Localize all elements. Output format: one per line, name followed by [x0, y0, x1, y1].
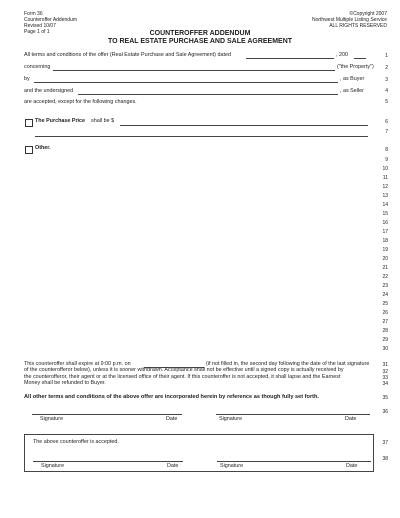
line-number: 13 [382, 193, 388, 199]
changes-intro: are accepted, except for the following changes. [24, 99, 137, 105]
copyright: ©Copyright 2007 [349, 11, 387, 17]
counterofferor-signature-line-1[interactable] [32, 414, 182, 415]
line-number: 18 [382, 238, 388, 244]
purchase-price-line2[interactable] [35, 136, 368, 137]
rights-notice: ALL RIGHTS RESERVED [329, 23, 387, 29]
buyer-suffix: , as Buyer [340, 76, 365, 82]
concerning-label: concerning [24, 64, 51, 70]
line-number: 37 [382, 440, 388, 446]
date-caption: Date [166, 416, 178, 422]
line-number: 5 [385, 99, 388, 105]
seller-name-field[interactable] [78, 94, 338, 95]
line-number: 27 [382, 319, 388, 325]
acceptor-signature-line-2[interactable] [217, 461, 371, 462]
line-number: 14 [382, 202, 388, 208]
line-number: 21 [382, 265, 388, 271]
signature-caption: Signature [40, 416, 64, 422]
line-number: 31 [382, 362, 388, 368]
expiry-text-b: (if not filled in, the second day following the date of the last signature [206, 361, 370, 367]
acceptance-text: The above counteroffer is accepted. [33, 439, 119, 445]
purchase-price-text: shall be $ [91, 118, 115, 124]
expiry-text-line33: the counterofferor, their agent or at the licensed office of their agent. If this counteroffer is not accepted, it shall lapse and the Earnest [24, 374, 341, 380]
line-number: 1 [385, 53, 388, 59]
line-number: 30 [382, 346, 388, 352]
line-number: 26 [382, 310, 388, 316]
line-number: 8 [385, 147, 388, 153]
date-caption: Date [167, 463, 179, 469]
line-number: 36 [382, 409, 388, 415]
line-number: 24 [382, 292, 388, 298]
purchase-price-label: The Purchase Price [35, 118, 86, 124]
other-label: Other. [35, 145, 51, 151]
offer-date-field[interactable] [246, 58, 334, 59]
counterofferor-signature-line-2[interactable] [216, 414, 370, 415]
line-number: 2 [385, 65, 388, 71]
line-number: 32 [382, 369, 388, 375]
line-number: 22 [382, 274, 388, 280]
buyer-by-label: by [24, 76, 30, 82]
document-subtitle: TO REAL ESTATE PURCHASE AND SALE AGREEMENT [107, 38, 293, 45]
line-number: 11 [382, 175, 388, 181]
line-number: 25 [382, 301, 388, 307]
line-number: 3 [385, 77, 388, 83]
date-caption: Date [346, 463, 358, 469]
line-number: 38 [382, 456, 388, 462]
page-indicator: Page 1 of 1 [24, 29, 50, 35]
line-number: 35 [382, 395, 388, 401]
line-number: 33 [382, 375, 388, 381]
line-number: 15 [382, 211, 388, 217]
expiry-text-a: This counteroffer shall expire at 9:00 p.m. on [24, 361, 131, 367]
line-number: 17 [382, 229, 388, 235]
line-number: 4 [385, 88, 388, 94]
seller-suffix: , as Seller [340, 88, 364, 94]
incorporation-statement: All other terms and conditions of the above offer are incorporated herein by reference as though fully set forth. [24, 394, 319, 400]
form-name: Counteroffer Addendum [24, 17, 78, 23]
expiry-text-line34: Money shall be refunded to Buyer. [24, 380, 106, 386]
buyer-name-field[interactable] [34, 82, 338, 83]
other-checkbox[interactable] [25, 146, 33, 154]
purchase-price-field[interactable] [120, 125, 368, 126]
signature-caption: Signature [41, 463, 65, 469]
line-number: 23 [382, 283, 388, 289]
acceptor-signature-line-1[interactable] [33, 461, 183, 462]
line-number: 6 [385, 119, 388, 125]
date-caption: Date [345, 416, 357, 422]
offer-date-label: All terms and conditions of the offer (Real Estate Purchase and Sale Agreement) dated [24, 52, 231, 58]
acceptance-box [24, 434, 374, 472]
form-number: Form 36 [24, 11, 43, 17]
line-number: 7 [385, 129, 388, 135]
offer-year-field[interactable] [354, 58, 366, 59]
line-number: 16 [382, 220, 388, 226]
organization: Northwest Multiple Listing Service [311, 17, 387, 23]
document-title: COUNTEROFFER ADDENDUM [149, 30, 251, 37]
property-suffix: ("the Property") [337, 64, 374, 70]
offer-year-label: , 200 [336, 52, 348, 58]
line-number: 28 [382, 328, 388, 334]
line-number: 12 [382, 184, 388, 190]
property-field[interactable] [53, 70, 335, 71]
line-number: 20 [382, 256, 388, 262]
line-number: 9 [385, 157, 388, 163]
line-number: 29 [382, 337, 388, 343]
expiry-text-line32: of the counterofferor below), unless it is sooner withdrawn. Acceptance shall not be effective until a signed copy is actually received by [24, 367, 344, 373]
line-number: 10 [382, 166, 388, 172]
line-number: 19 [382, 247, 388, 253]
signature-caption: Signature [220, 463, 244, 469]
signature-caption: Signature [219, 416, 243, 422]
revised-date: Revised 10/07 [24, 23, 56, 29]
line-number: 34 [382, 381, 388, 387]
seller-label: and the undersigned [24, 88, 74, 94]
purchase-price-checkbox[interactable] [25, 119, 33, 127]
